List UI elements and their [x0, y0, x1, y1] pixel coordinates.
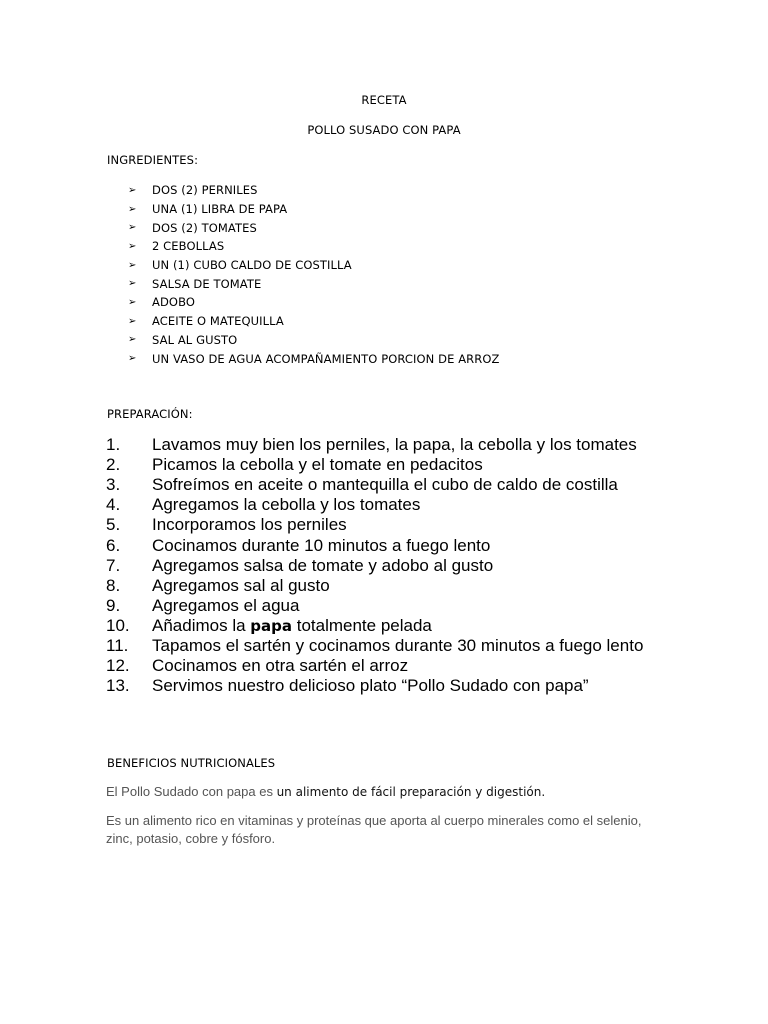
benefits-paragraph-2: Es un alimento rico en vitaminas y proteínas que aporta al cuerpo minerales como el selenio, zinc, potasio, cobre y fósforo.: [106, 813, 642, 846]
ingredient-item: [128, 349, 499, 368]
arrowhead-bullet-icon: ➢: [128, 353, 137, 365]
arrowhead-bullet-icon: ➢: [128, 240, 137, 252]
step-item: [106, 475, 643, 495]
step-item: [106, 435, 643, 455]
step-text: Agregamos el agua: [152, 595, 300, 615]
ingredient-item: [128, 200, 499, 219]
arrowhead-bullet-icon: ➢: [128, 259, 137, 271]
step-text: Sofreímos en aceite o mantequilla el cubo de caldo de costilla: [152, 475, 618, 495]
ingredient-text: DOS (2) PERNILES: [152, 183, 258, 198]
arrowhead-bullet-icon: ➢: [128, 296, 137, 308]
ingredient-text: SALSA DE TOMATE: [152, 276, 262, 291]
step-number: 10.: [106, 615, 130, 635]
step-number: 11.: [106, 635, 129, 655]
step-item: [106, 616, 643, 636]
step-number: 5.: [106, 515, 121, 535]
ingredient-text: ACEITE O MATEQUILLA: [152, 314, 284, 329]
ingredient-text: ADOBO: [152, 295, 196, 310]
step-text: Agregamos sal al gusto: [152, 575, 330, 595]
ingredients-list: [128, 181, 499, 368]
step-item: [106, 495, 643, 515]
benefits-p1-lead: El Pollo Sudado con papa es: [106, 784, 277, 799]
ingredient-text: UN (1) CUBO CALDO DE COSTILLA: [152, 258, 352, 273]
step-text-trail: totalmente pelada: [292, 615, 432, 635]
ingredient-text: UN VASO DE AGUA ACOMPAÑAMIENTO PORCION DE ARROZ: [152, 351, 500, 366]
step-text: Lavamos muy bien los perniles, la papa, la cebolla y los tomates: [152, 435, 637, 455]
step-number: 13.: [106, 676, 130, 696]
ingredient-item: [128, 256, 499, 275]
ingredients-heading: INGREDIENTES:: [107, 153, 199, 167]
step-number: 12.: [106, 656, 130, 676]
ingredient-item: [128, 331, 499, 350]
step-item: [106, 576, 643, 596]
ingredient-item: [128, 312, 499, 331]
ingredient-text: SAL AL GUSTO: [152, 332, 238, 347]
step-number: 3.: [106, 475, 121, 495]
arrowhead-bullet-icon: ➢: [128, 315, 137, 327]
step-number: 1.: [106, 435, 121, 455]
step-text: Agregamos la cebolla y los tomates: [152, 495, 421, 515]
preparation-heading: PREPARACIÓN:: [107, 407, 193, 421]
ingredient-item: [128, 237, 499, 256]
step-item: [106, 636, 643, 656]
preparation-steps: [106, 435, 643, 696]
benefits-paragraph-1: [106, 783, 545, 801]
benefits-heading: BENEFICIOS NUTRICIONALES: [107, 756, 276, 770]
ingredient-item: [128, 218, 499, 237]
arrowhead-bullet-icon: ➢: [128, 278, 137, 290]
step-text: Agregamos salsa de tomate y adobo al gusto: [152, 555, 494, 575]
step-number: 6.: [106, 535, 121, 555]
document-title: RECETA: [361, 93, 407, 107]
step-item: [106, 676, 643, 696]
recipe-name: POLLO SUSADO CON PAPA: [307, 123, 461, 137]
step-item: [106, 556, 643, 576]
ingredient-text: 2 CEBOLLAS: [152, 239, 225, 254]
step-text: Incorporamos los perniles: [152, 515, 347, 535]
arrowhead-bullet-icon: ➢: [128, 334, 137, 346]
step-number: 7.: [106, 555, 121, 575]
ingredient-text: UNA (1) LIBRA DE PAPA: [152, 202, 288, 217]
step-text: Servimos nuestro delicioso plato “Pollo Sudado con papa”: [152, 676, 589, 696]
ingredient-item: [128, 181, 499, 200]
step-number: 2.: [106, 455, 121, 475]
step-item: [106, 535, 643, 555]
benefits-p1-rest: un alimento de fácil preparación y digestión.: [276, 785, 546, 799]
arrowhead-bullet-icon: ➢: [128, 203, 137, 215]
step-number: 9.: [106, 595, 121, 615]
step-item: [106, 455, 643, 475]
step-number: 8.: [106, 575, 121, 595]
step-text: Picamos la cebolla y el tomate en pedacitos: [152, 455, 483, 475]
step-text: Tapamos el sartén y cocinamos durante 30 minutos a fuego lento: [152, 635, 644, 655]
step-item: [106, 515, 643, 535]
step-text-emphasis: papa: [250, 616, 292, 635]
step-number: 4.: [106, 495, 121, 515]
ingredient-item: [128, 274, 499, 293]
arrowhead-bullet-icon: ➢: [128, 184, 137, 196]
step-text: Cocinamos durante 10 minutos a fuego lento: [152, 535, 491, 555]
step-item: [106, 596, 643, 616]
ingredient-text: DOS (2) TOMATES: [152, 220, 257, 235]
ingredient-item: [128, 293, 499, 312]
step-text: Cocinamos en otra sartén el arroz: [152, 656, 409, 676]
arrowhead-bullet-icon: ➢: [128, 222, 137, 234]
step-text-lead: Añadimos la: [152, 615, 251, 635]
step-item: [106, 656, 643, 676]
